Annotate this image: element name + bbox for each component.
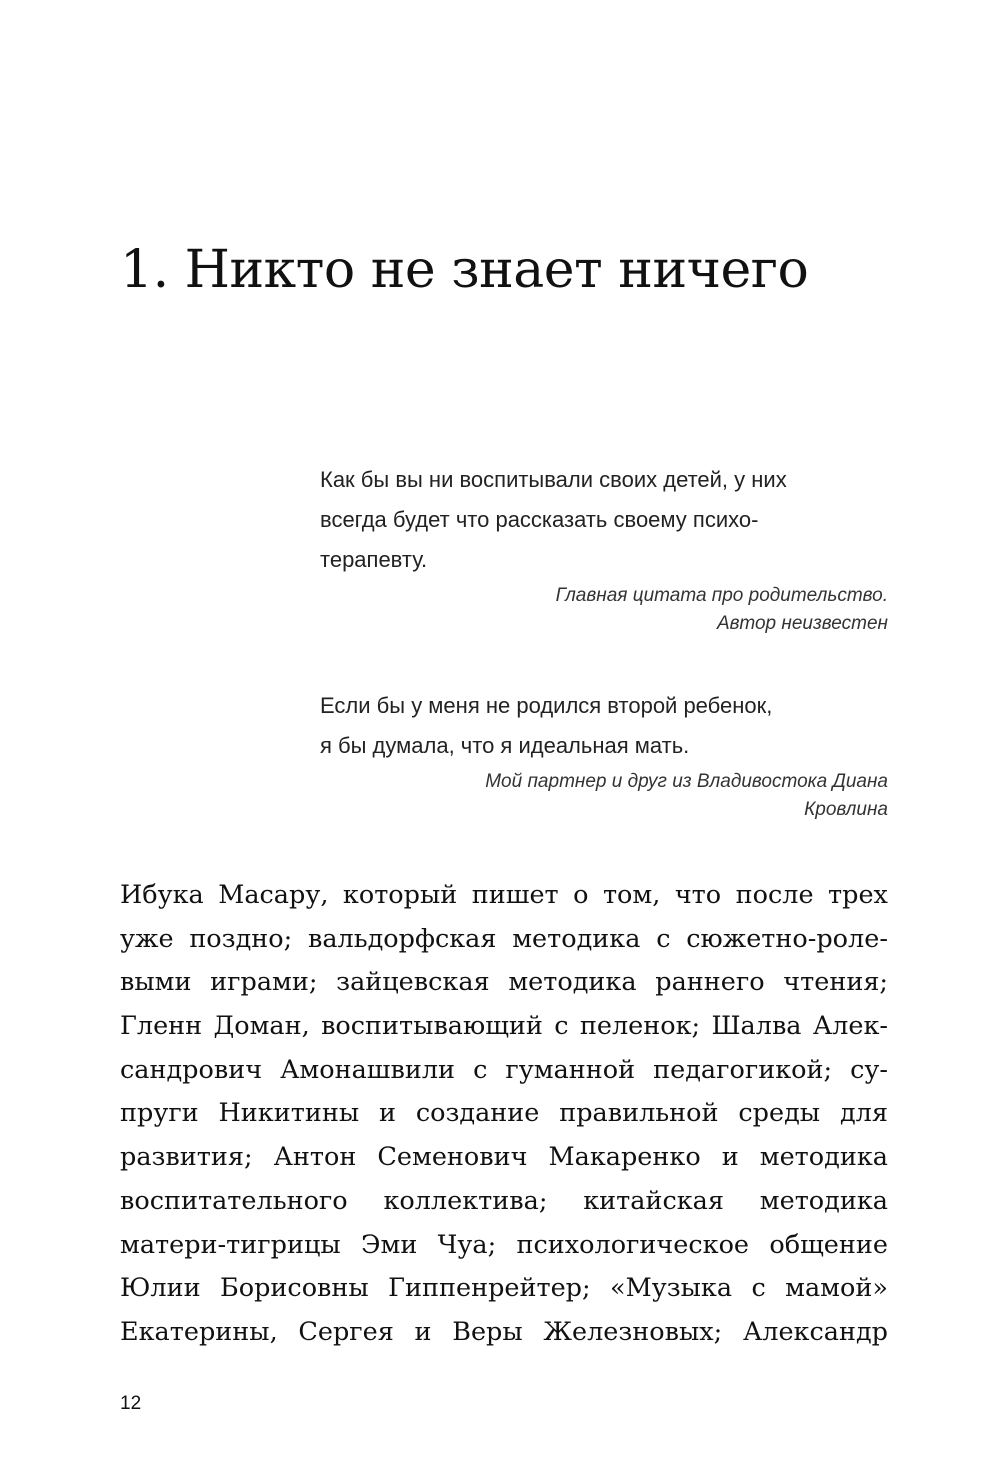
body-line bbox=[120, 1224, 888, 1268]
body-word: Сергея bbox=[298, 1316, 394, 1347]
body-word: играми; bbox=[210, 967, 318, 998]
body-word: Александр bbox=[742, 1316, 888, 1347]
body-word: мамой» bbox=[785, 1273, 888, 1304]
body-word: уже bbox=[120, 923, 174, 954]
epigraph-attribution bbox=[320, 768, 888, 824]
body-word: том, bbox=[602, 880, 661, 910]
body-word: Антон bbox=[273, 1142, 357, 1173]
body-word: пеленок; bbox=[579, 1011, 701, 1042]
body-word: су- bbox=[850, 1054, 888, 1085]
body-line bbox=[120, 1005, 888, 1049]
epigraph-quote bbox=[320, 686, 888, 766]
body-word: который bbox=[342, 880, 458, 910]
body-word: Масару, bbox=[218, 880, 329, 910]
body-word: Ибука bbox=[120, 880, 204, 910]
body-word: методика bbox=[759, 1185, 888, 1216]
body-line bbox=[120, 1180, 888, 1224]
body-word: Шалва bbox=[711, 1011, 802, 1042]
epigraph-quote bbox=[320, 460, 888, 580]
body-word: для bbox=[839, 1098, 888, 1129]
body-line bbox=[120, 1267, 888, 1311]
body-word: с bbox=[473, 1054, 488, 1085]
body-word: «Музыка bbox=[609, 1273, 733, 1304]
body-word: после bbox=[735, 880, 814, 910]
body-word: что bbox=[674, 880, 722, 910]
body-line bbox=[120, 1311, 888, 1355]
body-word: зайцевская bbox=[336, 967, 490, 998]
body-word: Амонашвили bbox=[280, 1054, 456, 1085]
body-word: Гленн bbox=[120, 1011, 203, 1042]
body-word: Эми bbox=[360, 1229, 418, 1260]
body-word: воспитательного bbox=[120, 1185, 348, 1216]
body-word: среды bbox=[738, 1098, 821, 1129]
attribution-line: Кровлина bbox=[804, 799, 888, 820]
body-word: Чуа; bbox=[437, 1229, 497, 1260]
body-line bbox=[120, 1092, 888, 1136]
body-word: трех bbox=[828, 880, 888, 910]
body-word: Макаренко bbox=[548, 1142, 701, 1173]
body-word: методика bbox=[759, 1142, 888, 1173]
body-word: методика bbox=[512, 923, 641, 954]
attribution-line: Мой партнер и друг из Владивостока Диана bbox=[485, 771, 888, 792]
body-word: Никитины bbox=[218, 1098, 360, 1129]
body-word: с bbox=[751, 1273, 766, 1304]
quote-line: терапевту. bbox=[320, 547, 428, 572]
body-word: и bbox=[378, 1098, 396, 1129]
body-word: китайская bbox=[583, 1185, 724, 1216]
body-line bbox=[120, 874, 888, 918]
body-line bbox=[120, 961, 888, 1005]
body-word: правильной bbox=[559, 1098, 719, 1129]
body-word: поздно; bbox=[189, 923, 293, 954]
epigraphs bbox=[320, 460, 888, 824]
body-word: с bbox=[554, 1011, 569, 1042]
body-word: Алек- bbox=[812, 1011, 888, 1042]
quote-line: я бы думала, что я идеальная мать. bbox=[320, 733, 690, 758]
attribution-line: Главная цитата про родительство. bbox=[555, 585, 888, 606]
body-word: матери-тигрицы bbox=[120, 1229, 341, 1260]
attribution-line: Автор неизвестен bbox=[716, 613, 888, 634]
body-line bbox=[120, 1136, 888, 1180]
body-word: с bbox=[656, 923, 671, 954]
body-word: и bbox=[721, 1142, 739, 1173]
body-word: общение bbox=[769, 1229, 888, 1260]
body-word: Семенович bbox=[377, 1142, 528, 1173]
body-word: Екатерины, bbox=[120, 1316, 278, 1347]
body-word: Борисовны bbox=[220, 1273, 369, 1304]
body-word: сюжетно-роле- bbox=[686, 923, 888, 954]
body-word: педагогикой; bbox=[653, 1054, 833, 1085]
body-word: развития; bbox=[120, 1142, 253, 1173]
body-word: пруги bbox=[120, 1098, 199, 1129]
page-number: 12 bbox=[120, 1393, 142, 1414]
body-word: и bbox=[414, 1316, 432, 1347]
epigraph bbox=[320, 460, 888, 638]
body-line bbox=[120, 918, 888, 962]
chapter-title: 1. Никто не знает ничего bbox=[120, 240, 809, 300]
body-word: чтения; bbox=[783, 967, 888, 998]
body-line bbox=[120, 1049, 888, 1093]
body-word: Гиппенрейтер; bbox=[388, 1273, 591, 1304]
epigraph-attribution bbox=[320, 582, 888, 638]
body-word: Юлии bbox=[120, 1273, 201, 1304]
body-word: Доман, bbox=[213, 1011, 310, 1042]
body-word: о bbox=[573, 880, 589, 910]
epigraph bbox=[320, 686, 888, 824]
body-word: коллектива; bbox=[383, 1185, 548, 1216]
quote-line: Как бы вы ни воспитывали своих детей, у них bbox=[320, 467, 787, 492]
body-word: вальдорфская bbox=[307, 923, 497, 954]
body-word: создание bbox=[415, 1098, 540, 1129]
body-word: пишет bbox=[471, 880, 559, 910]
body-text bbox=[120, 874, 888, 1355]
body-word: гуманной bbox=[505, 1054, 636, 1085]
body-word: Железновых; bbox=[543, 1316, 723, 1347]
body-word: раннего bbox=[655, 967, 765, 998]
body-word: выми bbox=[120, 967, 192, 998]
quote-line: всегда будет что рассказать своему психо- bbox=[320, 507, 759, 532]
body-word: психологическое bbox=[516, 1229, 750, 1260]
body-word: методика bbox=[508, 967, 637, 998]
body-word: сандрович bbox=[120, 1054, 263, 1085]
body-word: Веры bbox=[452, 1316, 523, 1347]
body-word: воспитывающий bbox=[321, 1011, 543, 1042]
quote-line: Если бы у меня не родился второй ребенок, bbox=[320, 693, 773, 718]
